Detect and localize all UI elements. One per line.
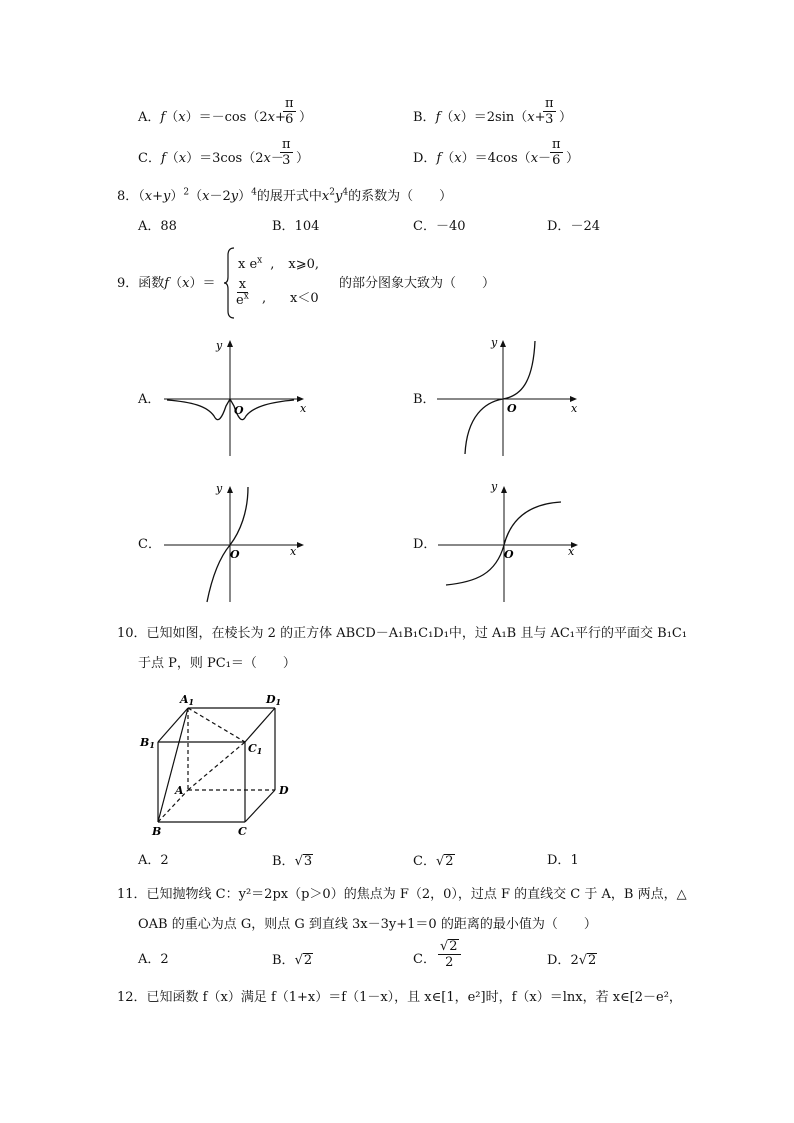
q10-option-a: A．2 xyxy=(138,853,169,868)
q9-case2-comma: , xyxy=(262,291,267,306)
graph-b-x-label: x xyxy=(571,402,578,415)
q9-case2-cond: x＜0 xyxy=(290,291,319,306)
q7-b-close: ） xyxy=(559,110,573,125)
q8-stem: 8．$(x+y)^2(x-2y)^4$的展开式中$x^2y^4$的系数为（ ） xyxy=(117,187,453,204)
cube-figure xyxy=(138,690,318,840)
q8-option-c: C．－40 xyxy=(413,219,466,234)
q8-option-d: D．－24 xyxy=(547,219,600,234)
label-c: C xyxy=(238,825,247,838)
q7-c-fraction: $\frac{\pi}{3}$ xyxy=(282,137,291,168)
graph-c-x-label: x xyxy=(290,545,297,558)
q10-option-b: B．√3 xyxy=(272,854,313,869)
q9-stem-suffix: 的部分图象大致为（ ） xyxy=(339,276,496,291)
graph-a xyxy=(162,336,312,461)
q7-option-b: B．f（x）＝2sin（x+ xyxy=(413,110,546,125)
graph-b xyxy=(435,336,605,461)
graph-a-origin: O xyxy=(234,404,244,417)
graph-d-y-label: y xyxy=(491,480,498,493)
q11-stem-line1: 11．已知抛物线 C：y²＝2px（p＞0）的焦点为 F（2，0），过点 F 的直线交 C 于 A，B 两点，△ xyxy=(117,887,687,902)
q7-option-a: A．f（x）＝－cos（2x+ xyxy=(138,110,286,125)
q7-a-close: ） xyxy=(299,110,313,125)
q7-a-fraction: $\frac{\pi}{6}$ xyxy=(285,96,294,127)
label-b: B xyxy=(152,825,162,838)
q9-stem-prefix: 9．函数f（x）＝ xyxy=(117,276,216,291)
graph-d-origin: O xyxy=(504,548,514,561)
graph-a-x-label: x xyxy=(300,402,307,415)
q10-stem-line1: 10．已知如图，在棱长为 2 的正方体 ABCD－A₁B₁C₁D₁中，过 A₁B 且与 AC₁平行的平面交 B₁C₁ xyxy=(117,626,688,641)
graph-d xyxy=(436,482,606,607)
q11-option-d: D．2√2 xyxy=(547,953,597,968)
graph-b-y-label: y xyxy=(491,336,498,349)
q7-b-fraction: $\frac{\pi}{3}$ xyxy=(545,96,554,127)
label-a1: A1 xyxy=(180,693,195,707)
q11-option-b: B．√2 xyxy=(272,953,313,968)
q9-letter-c: C． xyxy=(138,537,161,552)
label-a: A xyxy=(175,784,184,797)
q7-d-fraction: $\frac{\pi}{6}$ xyxy=(552,137,561,168)
graph-b-origin: O xyxy=(507,402,517,415)
q10-stem-line2: 于点 P，则 PC₁＝（ ） xyxy=(138,656,296,671)
q8-option-b: B．104 xyxy=(272,219,320,234)
label-b1: B1 xyxy=(140,736,155,750)
q8-option-a: A．88 xyxy=(138,219,177,234)
q7-option-d: D．f（x）＝4cos（x－ xyxy=(413,151,552,166)
q7-option-c: C．f（x）＝3cos（2x－ xyxy=(138,151,284,166)
q9-letter-b: B． xyxy=(413,392,436,407)
graph-c xyxy=(162,482,312,607)
graph-c-origin: O xyxy=(230,548,240,561)
q10-option-c: C．√2 xyxy=(413,854,454,869)
q10-option-d: D．1 xyxy=(547,853,579,868)
q11-option-c-letter: C． xyxy=(413,952,436,967)
q9-letter-d: D． xyxy=(413,537,437,552)
graph-c-y-label: y xyxy=(216,482,223,495)
q9-case2-fraction: $\frac{x}{e^x}$ xyxy=(236,277,249,308)
q11-option-a: A．2 xyxy=(138,952,169,967)
q7-c-close: ） xyxy=(296,151,310,166)
label-d: D xyxy=(279,784,289,797)
q9-case1: x $e^x$ , x⩾0, xyxy=(238,255,320,272)
label-c1: C1 xyxy=(248,742,263,756)
q9-letter-a: A． xyxy=(138,392,161,407)
q11-stem-line2: OAB 的重心为点 G，则点 G 到直线 3x－3y+1＝0 的距离的最小值为（ ） xyxy=(138,917,597,932)
q11-option-c-fraction: $\frac{√2}{2}$ xyxy=(438,939,461,969)
q12-stem-line1: 12．已知函数 f（x）满足 f（1+x）＝f（1－x），且 x∈[1，e²]时，f（x）＝lnx，若 x∈[2－e²， xyxy=(117,990,682,1005)
graph-a-y-label: y xyxy=(216,339,223,352)
graph-d-x-label: x xyxy=(568,545,575,558)
q7-d-close: ） xyxy=(566,151,580,166)
label-d1: D1 xyxy=(266,693,282,707)
